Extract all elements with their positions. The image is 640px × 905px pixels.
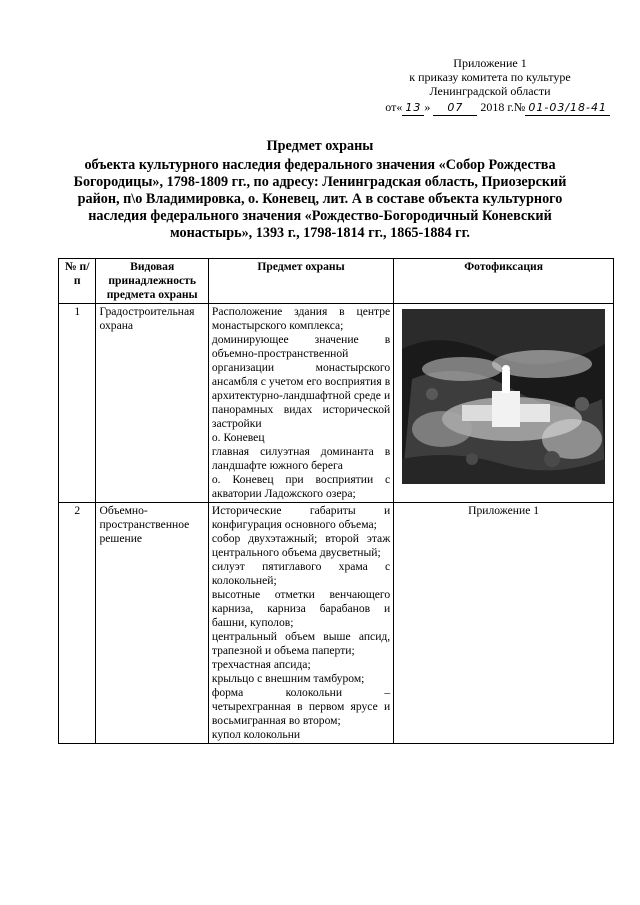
appendix-region: Ленинградской области — [429, 84, 551, 98]
subject-item: собор двухэтажный; второй этаж центрального объема двусветный; — [211, 532, 391, 559]
order-number: 01-03/18-41 — [525, 101, 610, 116]
row-photo-ref: Приложение 1 — [394, 503, 614, 744]
document-title — [70, 138, 570, 242]
subject-item: силуэт пятиглавого храма с колокольней; — [211, 560, 391, 587]
subject-item: высотные отметки венчающего карниза, карниза барабанов и башни, куполов; — [211, 588, 391, 629]
header-photo: Фотофиксация — [394, 259, 614, 304]
header-type: Видовая принадлежность предмета охраны — [96, 259, 208, 304]
appendix-order-ref: к приказу комитета по культуре — [409, 70, 571, 84]
header-subject: Предмет охраны — [208, 259, 393, 304]
subject-item: форма колокольни – четырехгранная в первом ярусе и восьмигранная во втором; — [211, 686, 391, 727]
subject-item: о. Коневец — [211, 431, 265, 444]
header-num: № п/п — [59, 259, 96, 304]
subject-item: о. Коневец при восприятии с акватории Ладожского озера; — [211, 473, 391, 500]
subject-item: Расположение здания в центре монастырского комплекса; — [211, 305, 391, 332]
row-num: 1 — [59, 304, 96, 503]
appendix-title: Приложение 1 — [453, 56, 527, 70]
subject-item: главная силуэтная доминанта в ландшафте южного берега — [211, 445, 391, 472]
table-row — [59, 503, 614, 744]
row-num: 2 — [59, 503, 96, 744]
appendix-date-line: от« 13 » 07 2018 г.№ 01-03/18-41 — [360, 100, 620, 116]
date-month: 07 — [433, 101, 477, 116]
row-subject — [208, 304, 393, 503]
aerial-photo — [402, 309, 605, 484]
title-text: объекта культурного наследия федерального значения «Собор Рождества Богородицы», 1798-1809 гг., по адресу: Ленинградская область, Приозерский район, п\о Владимировка, о. Коневец, лит. А в составе объекта культурного наследия федерального значения «Рождество-Богородичный Коневский монастырь», 1393 г., 1798-1814 гг., 1865-1884 гг. — [73, 157, 567, 241]
row-subject — [208, 503, 393, 744]
subject-item: центральный объем выше апсид, трапезной и объема паперти; — [211, 630, 391, 657]
protection-table — [58, 258, 614, 744]
row-type: Объемно-пространственное решение — [96, 503, 208, 744]
subject-item: купол колокольни — [211, 728, 301, 741]
appendix-header — [360, 56, 620, 116]
date-day: 13 — [402, 101, 424, 116]
subject-item: Исторические габариты и конфигурация основного объема; — [211, 504, 391, 531]
table-header-row — [59, 259, 614, 304]
subject-item: доминирующее значение в объемно-пространственной организации монастырского ансамбля с учетом его восприятия в архитектурно-ландшафтной среде и панорамных видах исторической застройки — [211, 333, 391, 430]
row-type: Градостроительная охрана — [96, 304, 208, 503]
subject-item: трехчастная апсида; — [211, 658, 311, 671]
subject-item: крыльцо с внешним тамбуром; — [211, 672, 365, 685]
row-photo — [394, 304, 614, 503]
title-heading: Предмет охраны — [266, 138, 374, 154]
table-row — [59, 304, 614, 503]
